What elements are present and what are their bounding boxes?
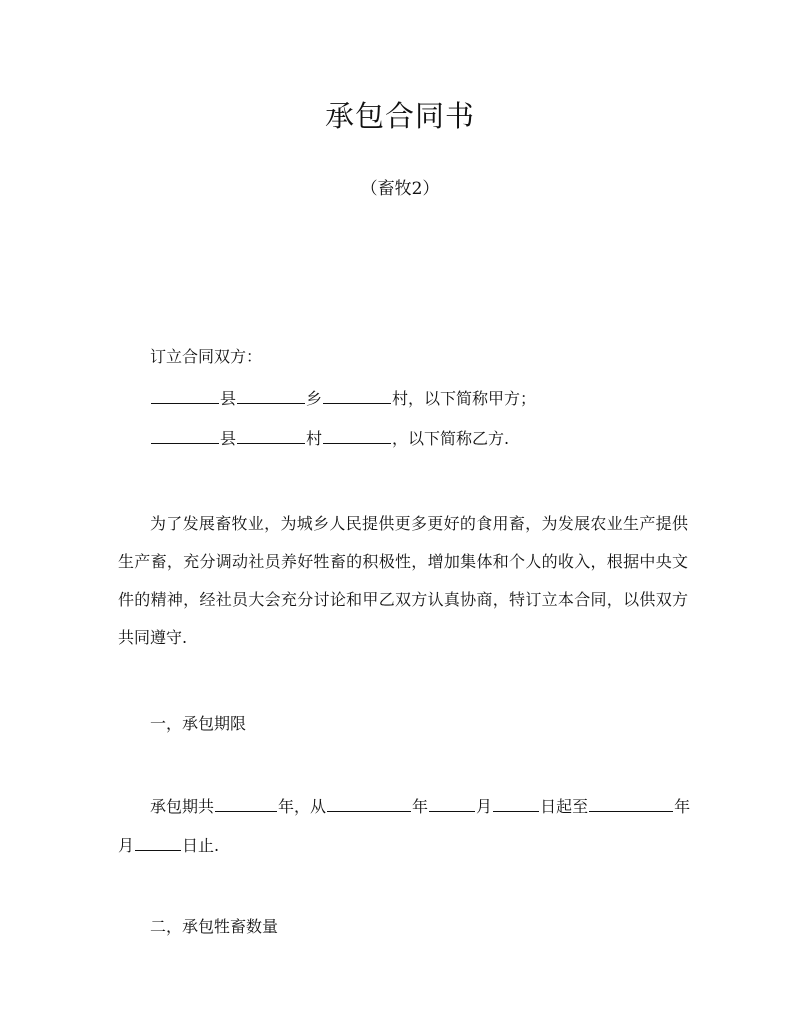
blank-field: [493, 795, 539, 812]
term-end-month: 月: [118, 836, 135, 855]
party-a-county: 县: [220, 389, 237, 408]
term-month: 月: [476, 797, 493, 816]
term-year-end: 年: [674, 797, 691, 816]
blank-field: [327, 795, 411, 812]
party-a-line: [150, 387, 536, 409]
blank-field: [151, 387, 219, 404]
section2-heading: 二，承包牲畜数量: [150, 917, 279, 936]
term-line-2: [118, 834, 219, 856]
term-prefix: 承包期共: [150, 797, 215, 816]
term-end-suffix: 日止.: [182, 836, 220, 855]
blank-field: [215, 795, 277, 812]
document-subtitle: （畜牧2）: [360, 179, 440, 199]
blank-field: [151, 427, 219, 444]
term-line-1: [150, 795, 690, 817]
party-b-county: 县: [220, 429, 237, 448]
blank-field: [429, 795, 475, 812]
term-year: 年: [412, 797, 429, 816]
party-b-line: [150, 427, 509, 449]
party-a-village-suffix: 村，以下简称甲方；: [392, 389, 537, 408]
term-years: 年，从: [278, 797, 327, 816]
preamble-paragraph: 为了发展畜牧业，为城乡人民提供更多更好的食用畜，为发展农业生产提供生产畜，充分调动社员养好牲畜的积极性，增加集体和个人的收入，根据中央文件的精神，经社员大会充分讨论和甲乙双方认真协商，特订立本合同，以供双方共同遵守.: [118, 514, 688, 647]
section1-heading: 一，承包期限: [150, 714, 247, 733]
blank-field: [135, 834, 181, 851]
blank-field: [237, 427, 305, 444]
term-day-from: 日起至: [540, 797, 589, 816]
parties-heading: 订立合同双方：: [150, 347, 263, 366]
party-b-village: 村: [306, 429, 323, 448]
blank-field: [589, 795, 673, 812]
document-title: 承包合同书: [324, 99, 475, 133]
party-a-township: 乡: [306, 389, 323, 408]
party-b-suffix: ，以下简称乙方.: [392, 429, 510, 448]
blank-field: [323, 387, 391, 404]
blank-field: [323, 427, 391, 444]
blank-field: [237, 387, 305, 404]
